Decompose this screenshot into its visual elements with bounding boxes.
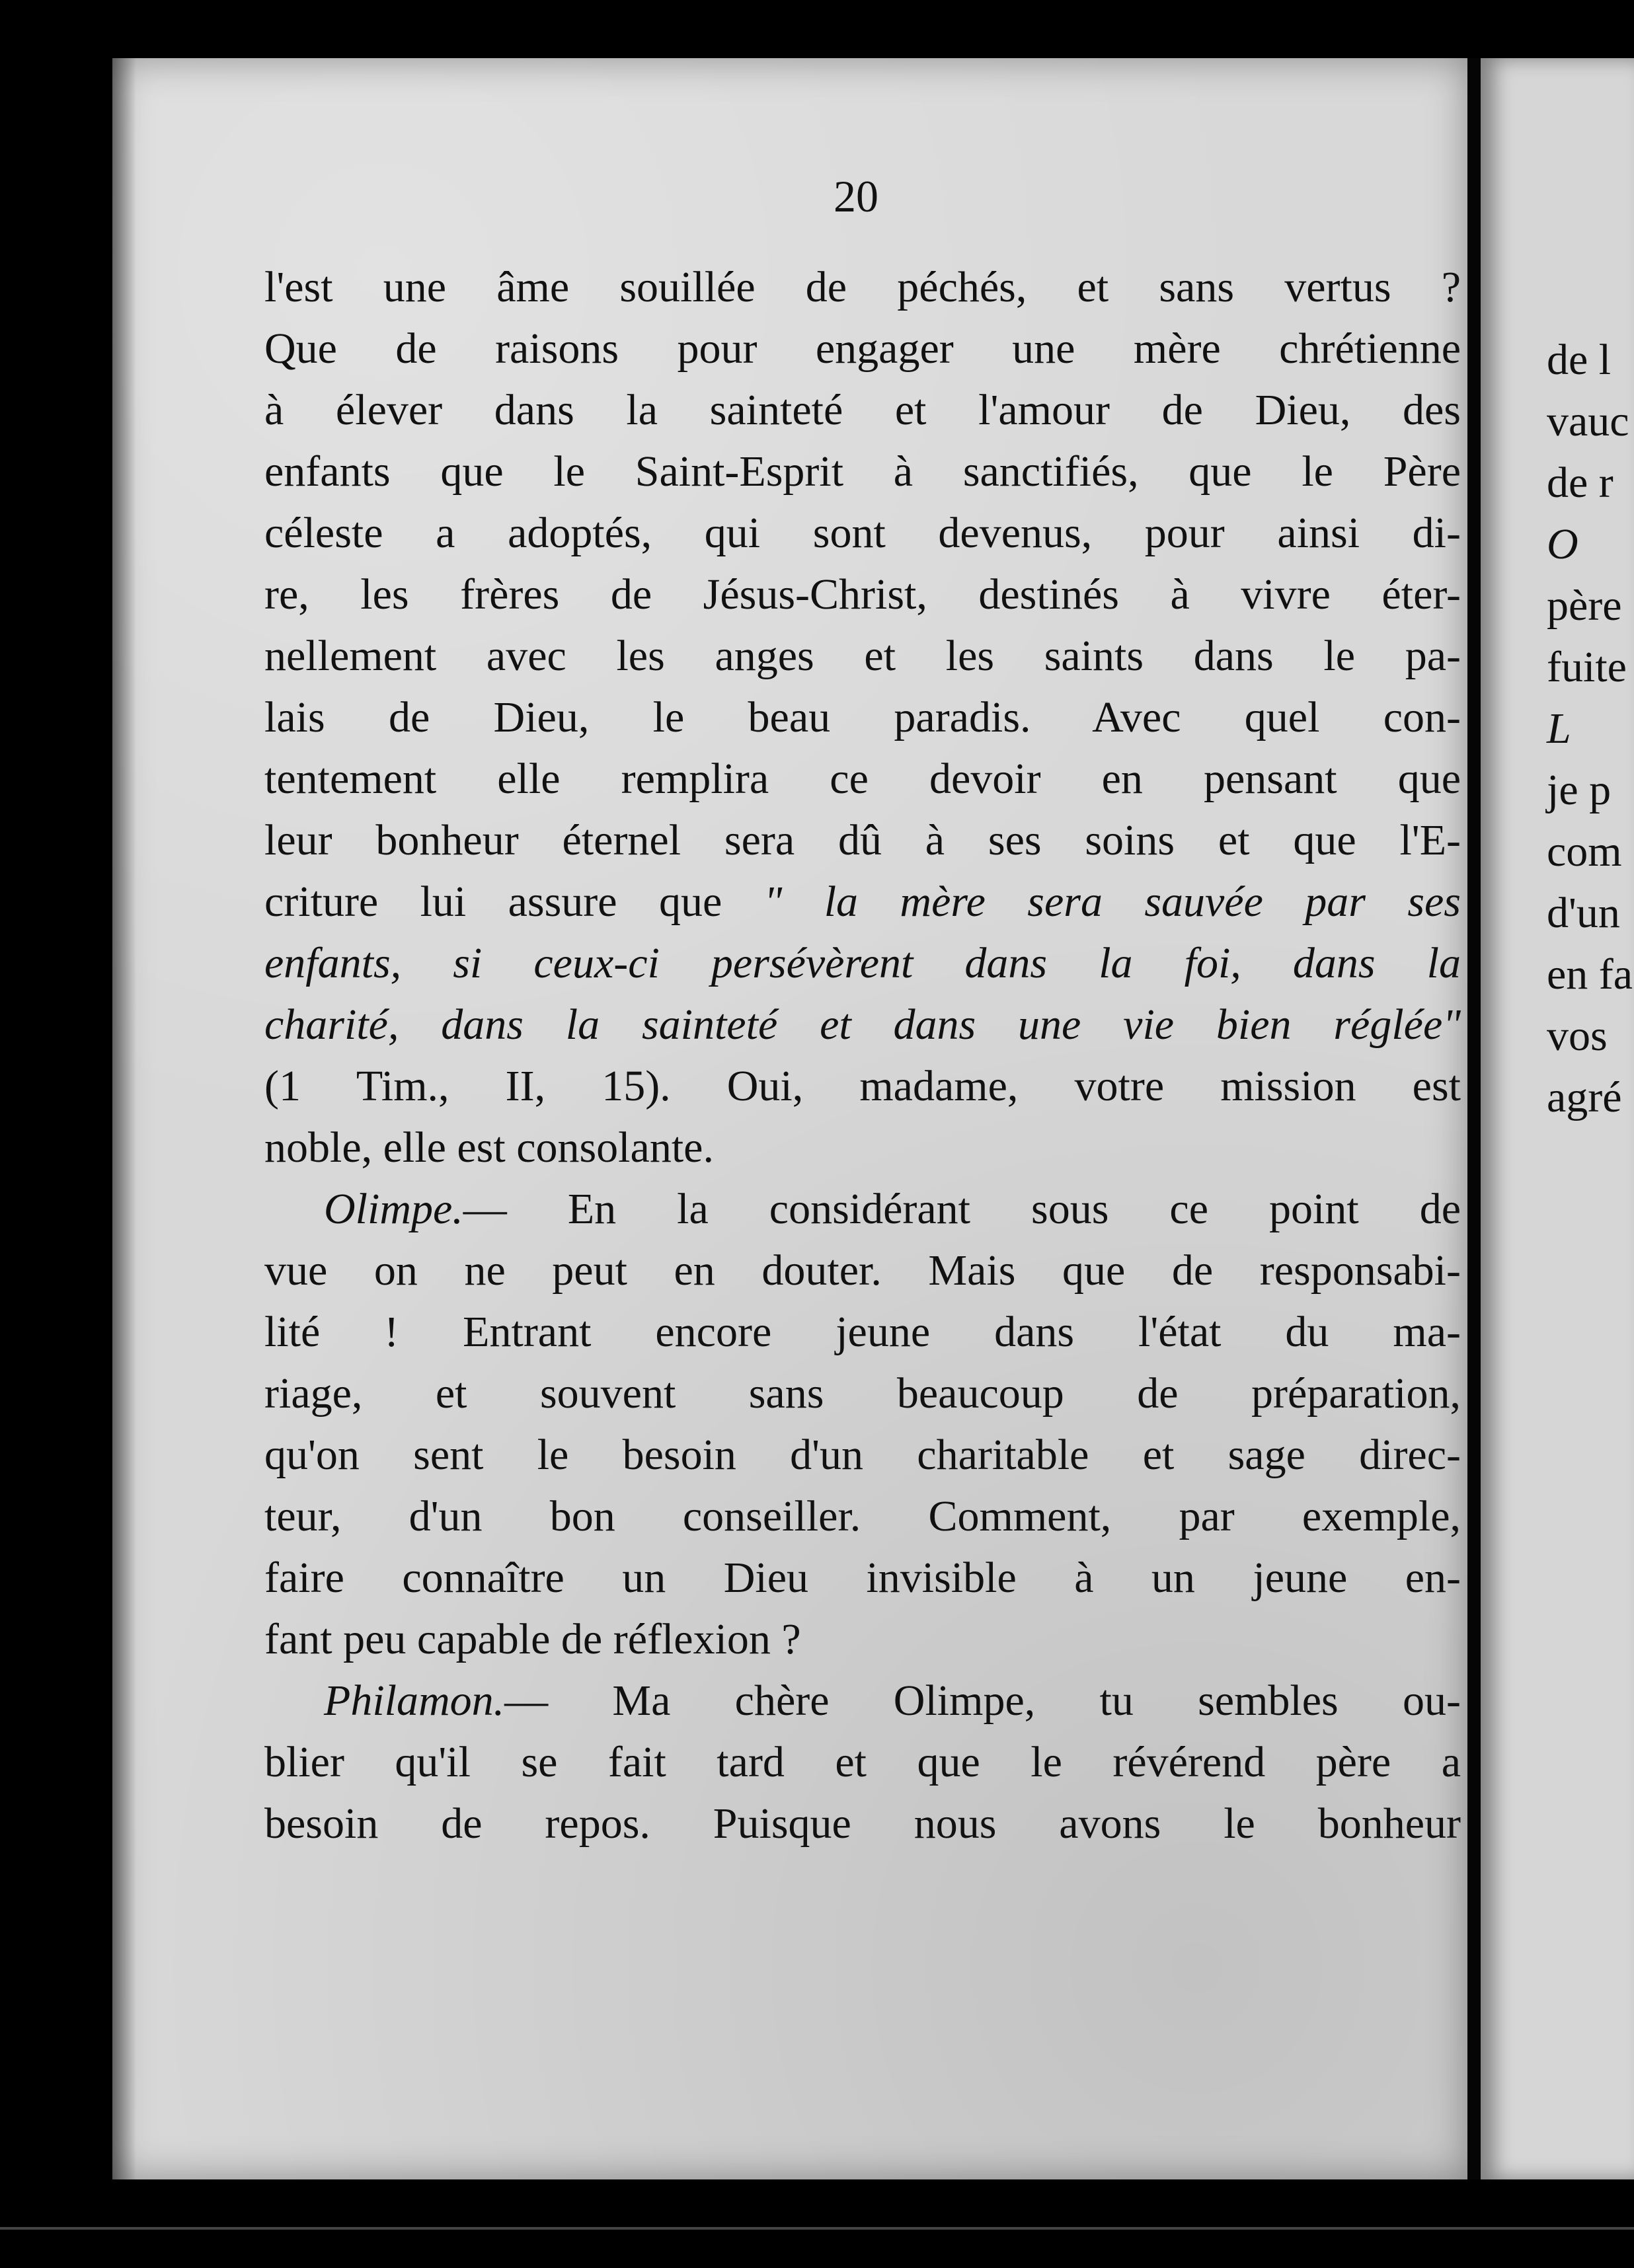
text-line: lais de Dieu, le beau paradis. Avec quel con-	[264, 693, 1461, 741]
text-line: teur, d'un bon conseiller. Comment, par exemple,	[264, 1492, 1461, 1540]
dialogue-line	[264, 1670, 1461, 1731]
text-line: à élever dans la sainteté et l'amour de Dieu, des	[264, 386, 1461, 434]
text-fragment: — Ma chère Olimpe, tu sembles ou-	[504, 1677, 1461, 1725]
text-line: re, les frères de Jésus-Christ, destinés à vivre éter-	[264, 570, 1461, 619]
dialogue-line	[264, 1178, 1461, 1240]
text-line: je p	[1547, 766, 1612, 814]
page-number: 20	[834, 171, 878, 221]
text-line: lité ! Entrant encore jeune dans l'état du ma-	[264, 1308, 1461, 1356]
text-line: d'un	[1547, 889, 1620, 937]
book-gutter	[1467, 58, 1481, 2179]
scripture-quote-line: enfants, si ceux-ci persévèrent dans la foi, dans la	[264, 939, 1461, 987]
text-line: blier qu'il se fait tard et que le révérend père a	[264, 1738, 1461, 1786]
facing-page	[1481, 58, 1634, 2179]
text-line	[264, 871, 1461, 932]
text-line: vos	[1547, 1012, 1608, 1060]
speaker-name: Philamon.	[324, 1677, 505, 1725]
text-line: de r	[1547, 459, 1614, 507]
text-line: (1 Tim., II, 15). Oui, madame, votre mission est	[264, 1062, 1461, 1110]
text-line: fant peu capable de réflexion ?	[264, 1615, 801, 1663]
book-page	[112, 58, 1467, 2179]
text-line: en fa	[1547, 950, 1633, 999]
facing-page-text	[1547, 329, 1633, 1128]
text-line: tentement elle remplira ce devoir en pensant que	[264, 755, 1461, 803]
text-line: besoin de repos. Puisque nous avons le bonheur	[264, 1799, 1461, 1848]
text-line: noble, elle est consolante.	[264, 1123, 714, 1172]
text-line: Que de raisons pour engager une mère chrétienne	[264, 324, 1461, 373]
text-fragment: criture lui assure que	[264, 878, 722, 926]
text-line: l'est une âme souillée de péchés, et sans vertus ?	[264, 263, 1461, 311]
text-line: qu'on sent le besoin d'un charitable et sage direc-	[264, 1431, 1461, 1479]
text-line: riage, et souvent sans beaucoup de préparation,	[264, 1369, 1461, 1418]
text-line: enfants que le Saint-Esprit à sanctifiés, que le Père	[264, 447, 1461, 496]
text-line: agré	[1547, 1073, 1622, 1121]
text-line: céleste a adoptés, qui sont devenus, pour ainsi di-	[264, 509, 1461, 557]
text-line: leur bonheur éternel sera dû à ses soins et que l'E-	[264, 816, 1461, 864]
speaker-name: Olimpe.	[324, 1185, 463, 1233]
text-line: père	[1547, 582, 1622, 630]
text-line: com	[1547, 827, 1622, 876]
page-text	[264, 256, 1461, 1854]
text-line: L	[1547, 704, 1571, 753]
text-line: nellement avec les anges et les saints dans le pa-	[264, 632, 1461, 680]
text-line: vue on ne peut en douter. Mais que de responsabi-	[264, 1246, 1461, 1295]
text-line: faire connaître un Dieu invisible à un jeune en-	[264, 1554, 1461, 1602]
text-line: vauc	[1547, 397, 1629, 445]
text-line: O	[1547, 520, 1578, 568]
text-line: de l	[1547, 336, 1612, 384]
text-fragment: — En la considérant sous ce point de	[463, 1185, 1461, 1233]
scripture-quote: " la mère sera sauvée par ses	[763, 878, 1461, 926]
scan-border-line	[0, 2227, 1634, 2230]
text-line: fuite	[1547, 643, 1627, 691]
scripture-quote-line: charité, dans la sainteté et dans une vie bien réglée"	[264, 1001, 1461, 1049]
